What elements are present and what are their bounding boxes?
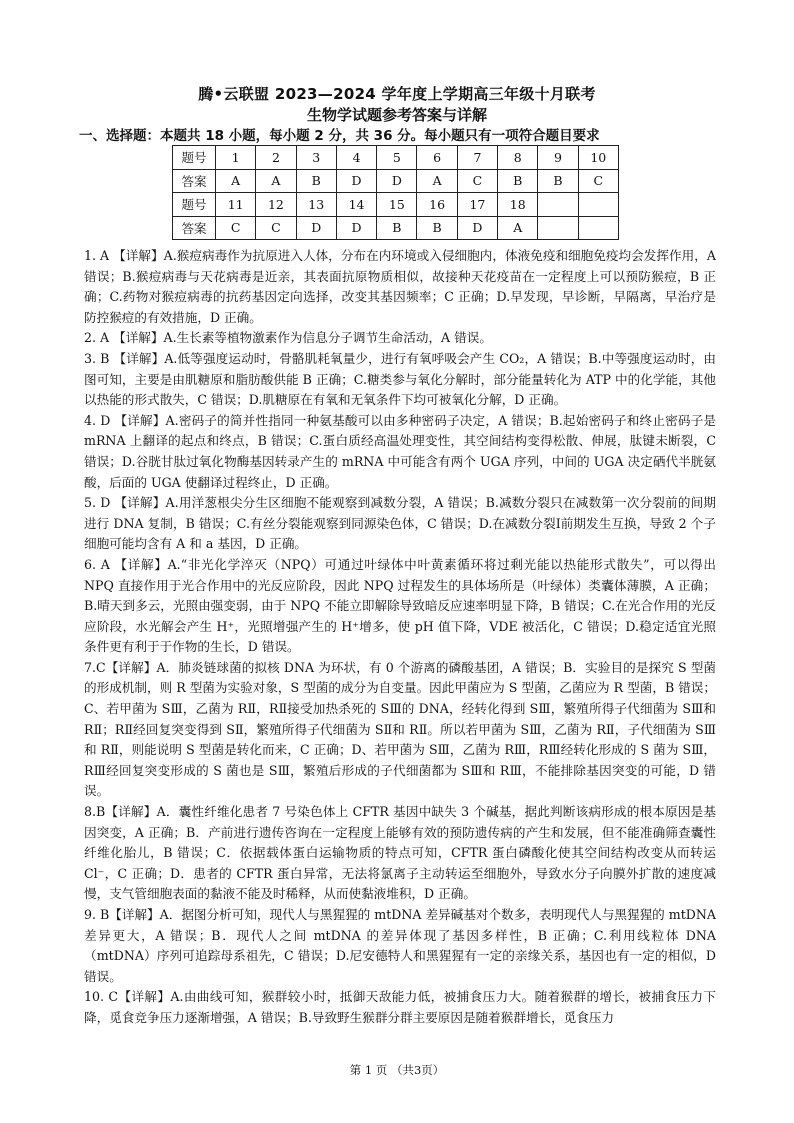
- question-number: 18: [498, 193, 538, 217]
- question-number: 7: [457, 146, 497, 170]
- row-header: 答案: [173, 216, 216, 240]
- table-row: [173, 216, 619, 240]
- question-number: 5: [377, 146, 417, 170]
- answer-cell: C: [216, 216, 256, 240]
- answer-cell: A: [417, 169, 457, 193]
- page-footer: 第 1 页 （共3页）: [349, 1063, 445, 1077]
- row-header: 题号: [173, 146, 216, 170]
- answer-cell: [538, 216, 578, 240]
- explanation-paragraph: 5. D 【详解】A.用洋葱根尖分生区细胞不能观察到减数分裂，A 错误；B.减数分裂只在减数第一次分裂前的间期进行 DNA 复制，B 错误；C.有丝分裂能观察到同源染色体，C 错误；D.在减数分裂Ⅰ前期发生互换，导致 2 个子细胞可能均含有 A 和 a 基因，D 正确。: [84, 495, 716, 552]
- answer-cell: B: [377, 216, 417, 240]
- answer-cell: D: [296, 216, 336, 240]
- answer-cell: B: [296, 169, 336, 193]
- answer-cell: D: [336, 169, 376, 193]
- explanations: [84, 246, 716, 1029]
- question-number: 2: [256, 146, 296, 170]
- answer-cell: C: [578, 169, 618, 193]
- question-number: 13: [296, 193, 336, 217]
- question-number: [538, 193, 578, 217]
- answer-cell: B: [498, 169, 538, 193]
- question-number: 14: [336, 193, 376, 217]
- row-header: 答案: [173, 169, 216, 193]
- question-number: 17: [457, 193, 497, 217]
- document-subtitle: 生物学试题参考答案与详解: [306, 106, 487, 124]
- question-number: 16: [417, 193, 457, 217]
- exam-title: 腾•云联盟 2023—2024 学年度上学期高三年级十月联考: [198, 85, 596, 103]
- table-row: [173, 169, 619, 193]
- answer-cell: C: [457, 169, 497, 193]
- question-number: 12: [256, 193, 296, 217]
- table-row: [173, 146, 619, 170]
- explanation-paragraph: 7.C【详解】A．肺炎链球菌的拟核 DNA 为环状，有 0 个游离的磷酸基团，A 错误；B．实验目的是探究 S 型菌的形成机制，则 R 型菌为实验对象，S 型菌的成分为自变量。因此甲菌应为 S 型菌，乙菌应为 R 型菌，B 错误；C、若甲菌为 SⅢ，乙菌为 RⅡ，RⅡ接受加热杀死的 SⅢ的 DNA，经转化得到 SⅢ，繁殖所得子代细菌为 SⅢ和 RⅡ；RⅡ经回复突变得到 SⅡ，繁殖所得子代细菌为 SⅡ和 RⅡ。所以若甲菌为 SⅢ，乙菌为 RⅡ，子代细菌为 SⅢ和 RⅡ，则能说明 S 型菌是转化而来，C 正确；D、若甲菌为 SⅢ，乙菌为 RⅢ，RⅢ经转化形成的 S 菌为 SⅢ，RⅢ经回复突变形成的 S 菌也是 SⅢ，繁殖后形成的子代细菌都为 SⅢ和 RⅢ，不能排除基因突变的可能，D 错误。: [84, 659, 716, 799]
- answer-cell: C: [256, 216, 296, 240]
- question-number: 1: [216, 146, 256, 170]
- explanation-paragraph: 4. D 【详解】A.密码子的简并性指同一种氨基酸可以由多种密码子决定，A 错误；B.起始密码子和终止密码子是 mRNA 上翻译的起点和终点，B 错误；C.蛋白质经高温处理变性，其空间结构变得松散、伸展，肽键未断裂，C 错误；D.谷胱甘肽过氧化物酶基因转录产生的 mRNA 中可能含有两个 UGA 序列，中间的 UGA 决定硒代半胱氨酸，后面的 UGA 使翻译过程终止，D 正确。: [84, 412, 716, 490]
- answer-cell: D: [377, 169, 417, 193]
- question-number: 15: [377, 193, 417, 217]
- explanation-paragraph: 9. B【详解】A．据图分析可知，现代人与黑猩猩的 mtDNA 差异碱基对个数多，表明现代人与黑猩猩的 mtDNA 差异更大，A 错误；B．现代人之间 mtDNA 的差异体现了基因多样性，B 正确；C.利用线粒体 DNA（mtDNA）序列可追踪母系祖先，C 错误；D.尼安德特人和黑猩猩有一定的亲缘关系，基因也有一定的相似，D 错误。: [84, 907, 716, 984]
- answer-cell: A: [256, 169, 296, 193]
- answer-cell: A: [498, 216, 538, 240]
- answer-cell: B: [417, 216, 457, 240]
- question-number: 11: [216, 193, 256, 217]
- question-number: [578, 193, 618, 217]
- answer-cell: D: [457, 216, 497, 240]
- answer-table: [172, 145, 619, 240]
- answer-cell: A: [216, 169, 256, 193]
- answer-cell: [578, 216, 618, 240]
- question-number: 6: [417, 146, 457, 170]
- question-number: 9: [538, 146, 578, 170]
- question-number: 8: [498, 146, 538, 170]
- explanation-paragraph: 3. B 【详解】A.低等强度运动时，骨骼肌耗氧量少，进行有氧呼吸会产生 CO₂，A 错误；B.中等强度运动时，由图可知，主要是由肌糖原和脂肪酸供能 B 正确；C.糖类参与氧化分解时，部分能量转化为 ATP 中的化学能，其他以热能的形式散失，C 错误；D.肌糖原在有氧和无氧条件下均可被氧化分解，D 正确。: [84, 350, 716, 408]
- table-row: [173, 193, 619, 217]
- explanation-paragraph: 2. A 【详解】A.生长素等植物激素作为信息分子调节生命活动，A 错误。: [84, 330, 492, 346]
- question-number: 4: [336, 146, 376, 170]
- explanation-paragraph: 6. A 【详解】A.“非光化学淬灭（NPQ）可通过叶绿体中叶黄素循环将过剩光能以热能形式散失”，可以得出 NPQ 直接作用于光合作用中的光反应阶段，因此 NPQ 过程发生的具体场所是（叶绿体）类囊体薄膜，A 正确；B.晴天到多云，光照由强变弱，由于 NPQ 不能立即解除导致暗反应速率明显下降，B 错误；C.在光合作用的光反应阶段，水光解会产生 H⁺，光照增强产生的 H⁺增多，使 pH 值下降，VDE 被活化，C 错误；D.稳定适宜光照条件更有利于于作物的生长，D 错误。: [84, 556, 716, 655]
- section-heading: 一、选择题：本题共 18 小题，每小题 2 分，共 36 分。每小题只有一项符合题目要求: [79, 128, 600, 144]
- row-header: 题号: [173, 193, 216, 217]
- question-number: 3: [296, 146, 336, 170]
- question-number: 10: [578, 146, 618, 170]
- explanation-paragraph: 1. A 【详解】A.猴痘病毒作为抗原进入人体，分布在内环境或入侵细胞内，体液免疫和细胞免疫均会发挥作用，A 错误；B.猴痘病毒与天花病毒是近亲，其表面抗原物质相似，故接种天花疫苗在一定程度上可以预防猴痘，B 正确；C.药物对猴痘病毒的抗药基因定向选择，改变其基因频率；C 正确；D.早发现，早诊断，早隔离，早治疗是防控猴痘的有效措施，D 正确。: [84, 248, 716, 325]
- answer-cell: B: [538, 169, 578, 193]
- explanation-paragraph: 8.B【详解】A．囊性纤维化患者 7 号染色体上 CFTR 基因中缺失 3 个碱基，据此判断该病形成的根本原因是基因突变，A 正确；B．产前进行遗传咨询在一定程度上能够有效的预防遗传病的产生和发展，但不能准确筛查囊性纤维化胎儿，B 错误；C．依据载体蛋白运输物质的特点可知，CFTR 蛋白磷酸化使其空间结构改变从而转运 Cl⁻，C 正确；D．患者的 CFTR 蛋白异常，无法将氯离子主动转运至细胞外，导致水分子向膜外扩散的速度减慢，支气管细胞表面的黏液不能及时稀释，从而使黏液堆积，D 正确。: [84, 804, 716, 902]
- answer-cell: D: [336, 216, 376, 240]
- explanation-paragraph: 10. C【详解】A.由曲线可知，猴群较小时，抵御天敌能力低，被捕食压力大。随着猴群的增长，被捕食压力下降，觅食竞争压力逐渐增强，A 错误；B.导致野生猴群分群主要原因是随着猴群增长，觅食压力: [84, 989, 716, 1025]
